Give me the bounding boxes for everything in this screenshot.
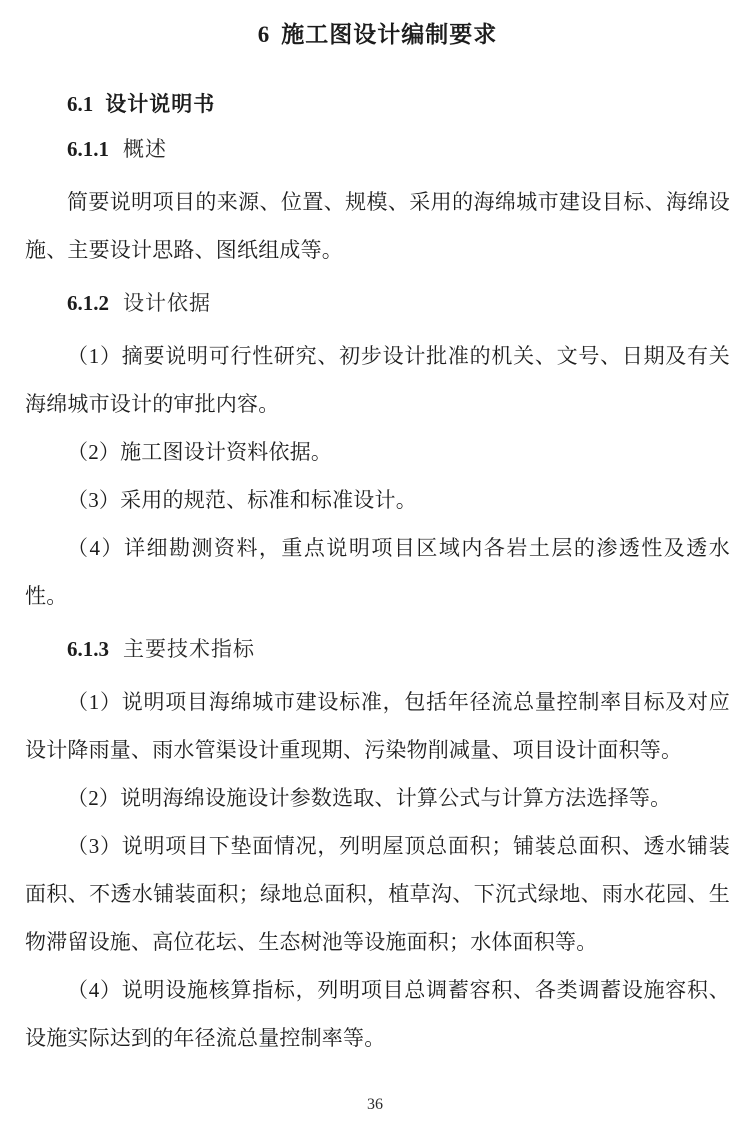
body-paragraph-item-2: （2）施工图设计资料依据。 [67,440,333,464]
body-paragraph-item-1: （1）摘要说明可行性研究、初步设计批准的机关、文号、日期及有关海绵城市设计的审批内容。 [25,344,730,416]
subheading-number: 6.1.1 [67,137,109,161]
section-number: 6.1 [67,92,94,116]
section-heading-text: 设计说明书 [105,93,216,116]
subheading-text: 主要技术指标 [123,637,255,661]
chapter-number: 6 [257,22,270,47]
subheading-6-1-3 [25,634,730,664]
body-paragraph-item-3: （3）采用的规范、标准和标准设计。 [67,488,417,512]
body-paragraph-item-1: （1）说明项目海绵城市建设标准，包括年径流总量控制率目标及对应设计降雨量、雨水管渠设计重现期、污染物削减量、项目设计面积等。 [25,690,730,762]
body-paragraph-item-3: （3）说明项目下垫面情况，列明屋顶总面积；铺装总面积、透水铺装面积、不透水铺装面积；绿地总面积，植草沟、下沉式绿地、雨水花园、生物滞留设施、高位花坛、生态树池等设施面积；水体面积等。 [25,834,730,954]
chapter-title [25,20,730,49]
chapter-title-text: 施工图设计编制要求 [281,21,498,47]
subheading-number: 6.1.2 [67,291,109,315]
body-paragraph: 简要说明项目的来源、位置、规模、采用的海绵城市建设目标、海绵设施、主要设计思路、图纸组成等。 [25,190,730,262]
subheading-text: 概述 [123,137,167,161]
section-heading-6-1 [25,89,730,120]
body-paragraph-item-4: （4）详细勘测资料，重点说明项目区域内各岩土层的渗透性及透水性。 [25,536,730,608]
subheading-6-1-2 [25,288,730,318]
subheading-text: 设计依据 [123,291,211,315]
body-paragraph-item-2: （2）说明海绵设施设计参数选取、计算公式与计算方法选择等。 [67,786,672,810]
subheading-number: 6.1.3 [67,637,109,661]
subheading-6-1-1 [25,134,730,164]
page-number: 36 [367,1096,383,1113]
body-paragraph-item-4: （4）说明设施核算指标，列明项目总调蓄容积、各类调蓄设施容积、设施实际达到的年径流总量控制率等。 [25,978,730,1050]
